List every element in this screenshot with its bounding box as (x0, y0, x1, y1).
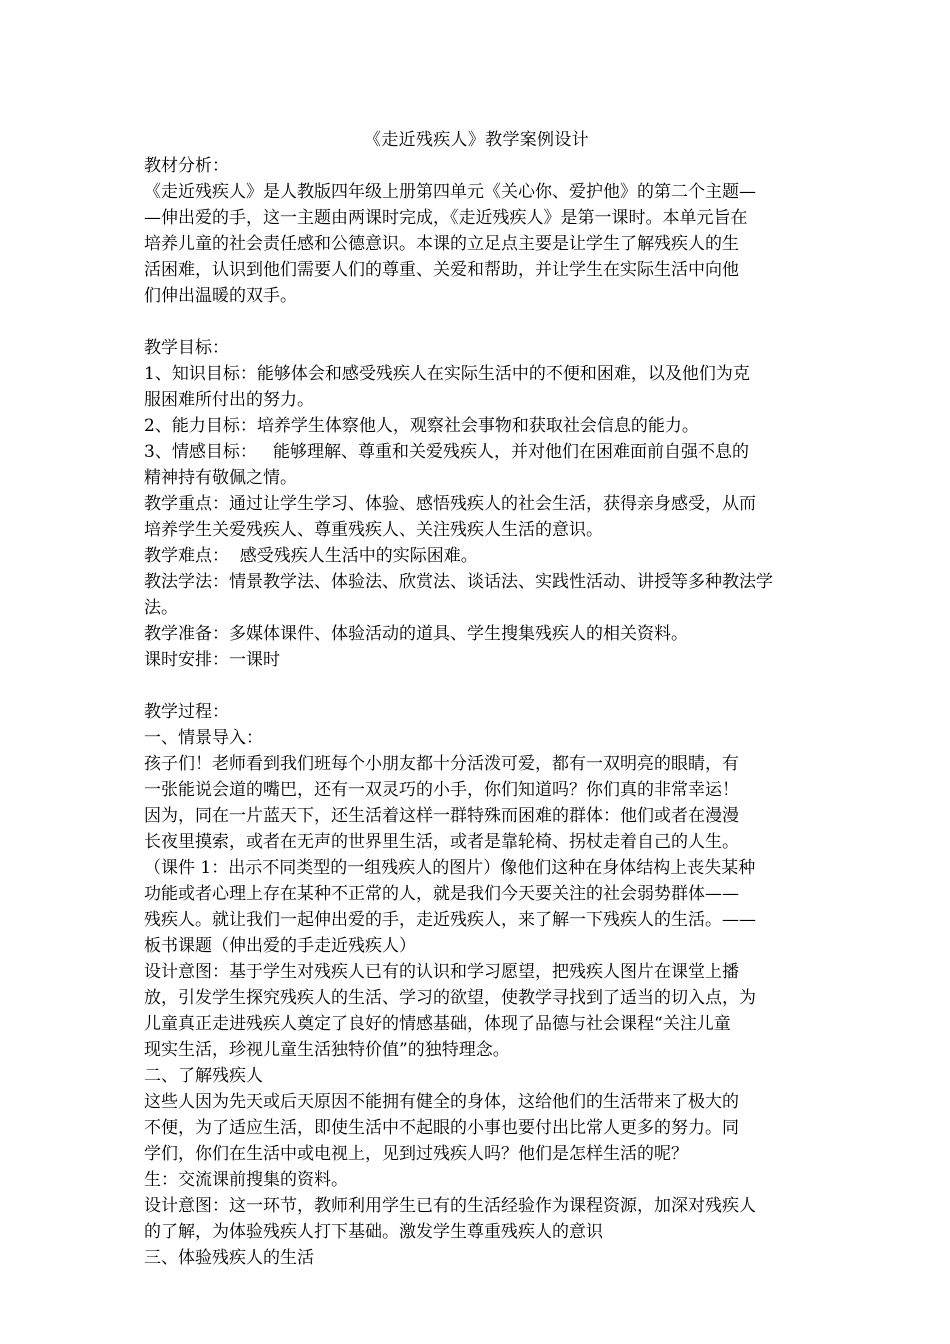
text-line: 三、体验残疾人的生活 (144, 1248, 314, 1268)
text-line: 长夜里摸索，或者在无声的世界里生活，或者是靠轮椅、拐杖走着自己的人生。 (144, 832, 739, 852)
text-line: 教学准备：多媒体课件、体验活动的道具、学生搜集残疾人的相关资料。 (144, 624, 688, 644)
blank-line (144, 309, 809, 335)
text-line: 一张能说会道的嘴巴，还有一双灵巧的小手，你们知道吗？你们真的非常幸运！ (144, 780, 739, 800)
text-line: 因为，同在一片蓝天下，还生活着这样一群特殊而困难的群体：他们或者在漫漫 (144, 806, 739, 826)
text-line: 这些人因为先天或后天原因不能拥有健全的身体，这给他们的生活带来了极大的 (144, 1092, 739, 1112)
text-line: 教材分析： (144, 156, 229, 176)
text-line: 一、情景导入： (144, 728, 263, 748)
document-title: 《走近残疾人》教学案例设计 (364, 130, 589, 150)
text-line: 学们，你们在生活中或电视上，见到过残疾人吗？他们是怎样生活的呢？ (144, 1144, 688, 1164)
text-line: 培养儿童的社会责任感和公德意识。本课的立足点主要是让学生了解残疾人的生 (144, 234, 739, 254)
text-line: 现实生活，珍视儿童生活独特价值”的独特理念。 (144, 1040, 510, 1060)
text-line: 服困难所付出的努力。 (144, 390, 314, 410)
text-line: 生：交流课前搜集的资料。 (144, 1170, 348, 1190)
text-line: 课时安排：一课时 (144, 650, 280, 670)
text-line: 儿童真正走进残疾人奠定了良好的情感基础，体现了品德与社会课程“关注儿童 (144, 1014, 731, 1034)
text-line: 活困难，认识到他们需要人们的尊重、关爱和帮助，并让学生在实际生活中向他 (144, 260, 739, 280)
text-line: 残疾人。就让我们一起伸出爱的手，走近残疾人，来了解一下残疾人的生活。—— (144, 910, 756, 930)
text-line: 们伸出温暖的双手。 (144, 286, 297, 306)
document-text (144, 153, 809, 1271)
text-line: 教学目标： (144, 338, 229, 358)
document-body (144, 127, 809, 1271)
text-line: 教学重点：通过让学生学习、体验、感悟残疾人的社会生活，获得亲身感受，从而 (144, 494, 756, 514)
text-line: 放，引发学生探究残疾人的生活、学习的欲望，使教学寻找到了适当的切入点，为 (144, 988, 756, 1008)
text-line: 功能或者心理上存在某种不正常的人，就是我们今天要关注的社会弱势群体—— (144, 884, 739, 904)
text-line: 教学难点： 感受残疾人生活中的实际困难。 (144, 546, 478, 566)
text-line: 培养学生关爱残疾人、尊重残疾人、关注残疾人生活的意识。 (144, 520, 603, 540)
text-line: （课件 1：出示不同类型的一组残疾人的图片）像他们这种在身体结构上丧失某种 (144, 858, 756, 878)
text-line: 《走近残疾人》是人教版四年级上册第四单元《关心你、爱护他》的第二个主题— (144, 182, 756, 202)
text-line: 的了解，为体验残疾人打下基础。激发学生尊重残疾人的意识 (144, 1222, 603, 1242)
text-line: 2、能力目标：培养学生体察他人，观察社会事物和获取社会信息的能力。 (144, 416, 699, 436)
text-line: 板书课题（伸出爱的手走近残疾人） (144, 936, 416, 956)
text-line: 孩子们！老师看到我们班每个小朋友都十分活泼可爱，都有一双明亮的眼睛，有 (144, 754, 739, 774)
text-line: 法。 (144, 598, 178, 618)
text-line: —伸出爱的手，这一主题由两课时完成，《走近残疾人》是第一课时。本单元旨在 (144, 208, 748, 228)
text-line: 教学过程： (144, 702, 229, 722)
text-line: 3、情感目标： 能够理解、尊重和关爱残疾人，并对他们在困难面前自强不息的 (144, 442, 750, 462)
text-line: 二、了解残疾人 (144, 1066, 263, 1086)
text-line: 精神持有敬佩之情。 (144, 468, 297, 488)
text-line: 设计意图：这一环节，教师利用学生已有的生活经验作为课程资源，加深对残疾人 (144, 1196, 756, 1216)
blank-line (144, 673, 809, 699)
text-line: 不便，为了适应生活，即使生活中不起眼的小事也要付出比常人更多的努力。同 (144, 1118, 739, 1138)
text-line: 设计意图：基于学生对残疾人已有的认识和学习愿望，把残疾人图片在课堂上播 (144, 962, 739, 982)
text-line: 教法学法：情景教学法、体验法、欣赏法、谈话法、实践性活动、讲授等多种教法学 (144, 572, 773, 592)
text-line: 1、知识目标：能够体会和感受残疾人在实际生活中的不便和困难，以及他们为克 (144, 364, 750, 384)
